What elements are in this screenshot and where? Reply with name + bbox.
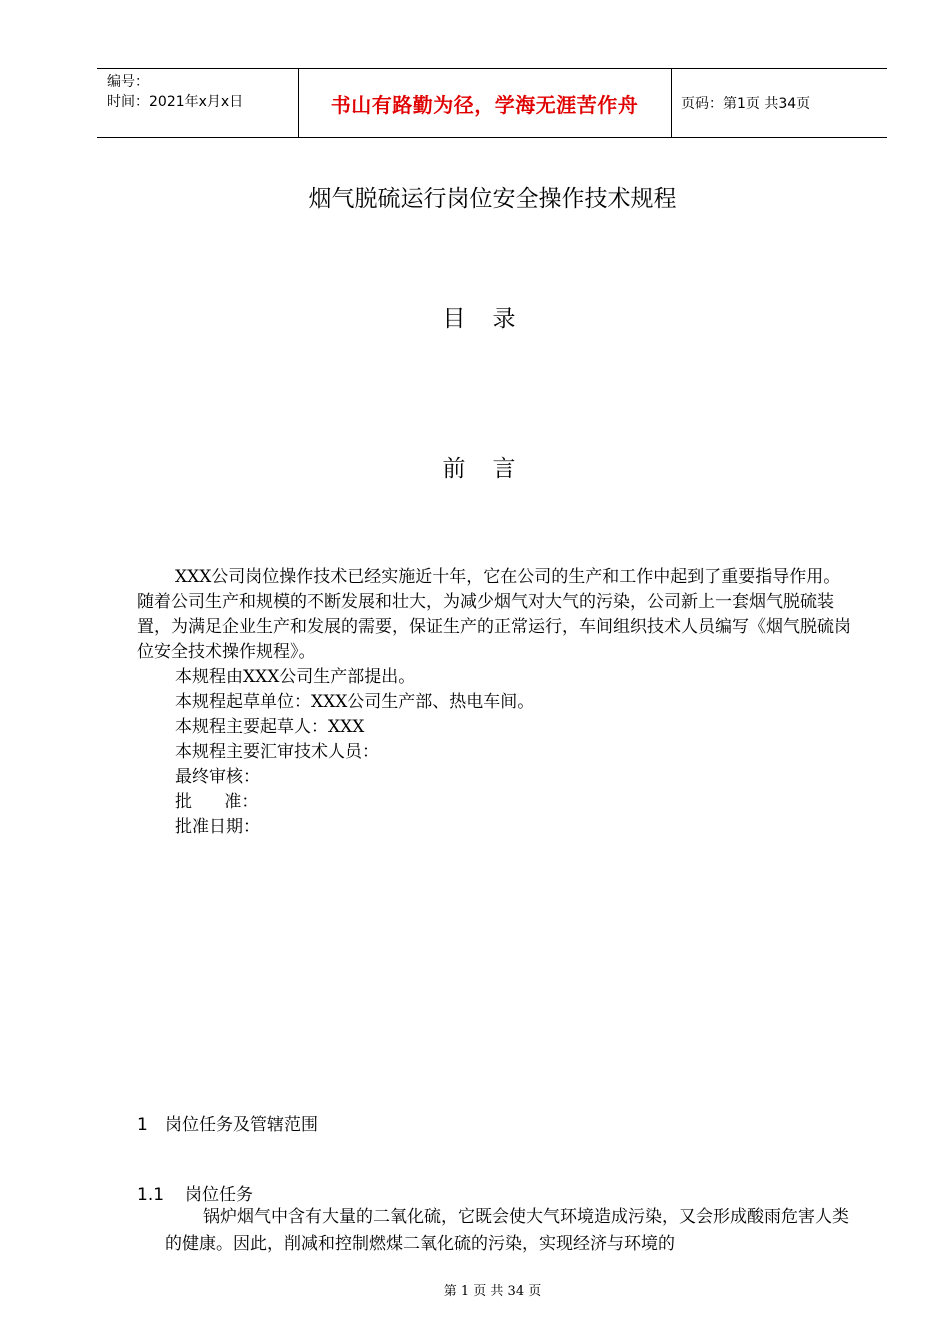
time-label: 时间：2021年x月x日 xyxy=(107,94,244,110)
preface-paragraph xyxy=(137,565,857,665)
header-divider-right xyxy=(671,69,672,137)
page-footer: 第 1 页 共 34 页 xyxy=(443,1284,542,1299)
preface-line-reviewers: 本规程主要汇审技术人员： xyxy=(175,742,379,762)
preface-line-approval: 批 准： xyxy=(175,792,259,812)
section-1-heading xyxy=(137,1110,318,1135)
preface-heading: 前言 xyxy=(442,456,543,482)
header-motto: 书山有路勤为径，学海无涯苦作舟 xyxy=(330,92,639,117)
preface-line-drafter: 本规程主要起草人：XXX xyxy=(175,717,365,737)
section-1-1-title: 岗位任务 xyxy=(185,1185,253,1205)
section-1-1-heading xyxy=(137,1180,253,1205)
section-1-number: 1 xyxy=(137,1115,148,1135)
header-meta xyxy=(107,72,243,112)
preface-line-approval-date: 批准日期： xyxy=(175,817,260,837)
toc-heading: 目录 xyxy=(442,306,543,332)
section-1-1-number: 1.1 xyxy=(137,1185,165,1205)
section-1-title: 岗位任务及管辖范围 xyxy=(165,1115,318,1135)
preface-line-proposer: 本规程由XXX公司生产部提出。 xyxy=(175,667,416,687)
document-header xyxy=(97,68,887,138)
serial-number-label: 编号： xyxy=(107,74,149,90)
preface-line-final-review: 最终审核： xyxy=(175,767,260,787)
preface-line-drafting-unit: 本规程起草单位：XXX公司生产部、热电车间。 xyxy=(175,692,535,712)
document-title: 烟气脱硫运行岗位安全操作技术规程 xyxy=(308,186,677,212)
section-1-1-text: 锅炉烟气中含有大量的二氧化硫，它既会使大气环境造成污染，又会形成酸雨危害人类的健康。因此，削减和控制燃煤二氧化硫的污染，实现经济与环境的 xyxy=(165,1207,849,1254)
preface-paragraph-text: XXX公司岗位操作技术已经实施近十年，它在公司的生产和工作中起到了重要指导作用。随着公司生产和规模的不断发展和壮大，为减少烟气对大气的污染，公司新上一套烟气脱硫装置，为满足企业生产和发展的需要，保证生产的正常运行，车间组织技术人员编写《烟气脱硫岗位安全技术操作规程》。 xyxy=(137,567,851,662)
section-1-1-paragraph xyxy=(165,1204,865,1258)
header-page-info: 页码：第1页 共34页 xyxy=(681,96,811,112)
